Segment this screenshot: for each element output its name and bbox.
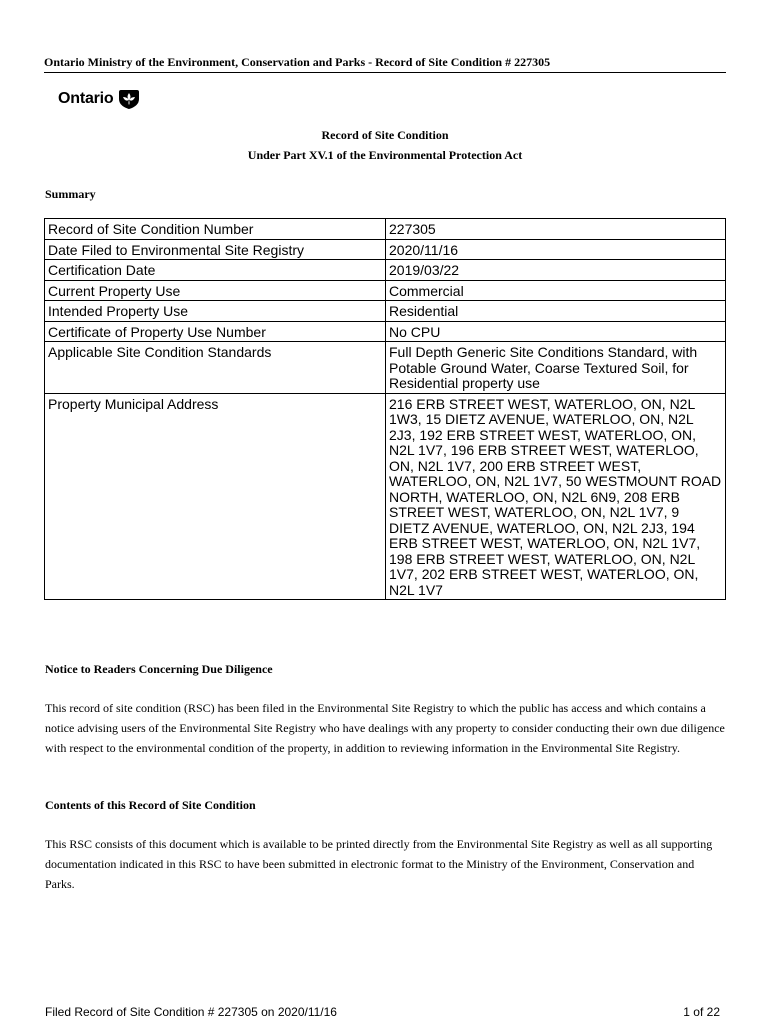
table-row [45,280,726,301]
field-label: Applicable Site Condition Standards [45,342,386,394]
table-row [45,301,726,322]
field-label: Intended Property Use [45,301,386,322]
page-number: 1 of 22 [683,1005,720,1019]
table-row [45,393,726,600]
field-value: Commercial [386,280,726,301]
footer-filed-note: Filed Record of Site Condition # 227305 on 2020/11/16 [45,1005,337,1019]
field-value: 2020/11/16 [386,239,726,260]
ontario-wordmark: Ontario [58,90,114,107]
notice-paragraph: This record of site condition (RSC) has been filed in the Environmental Site Registry to which the public has access and which contains a notice advising users of the Environmental Site Registry who have dealings with any property to consider conducting their own due diligence with respect to the environmental condition of the property, in addition to reviewing information in the Environmental Site Registry. [45,701,725,755]
page-header: Ontario Ministry of the Environment, Conservation and Parks - Record of Site Condition # 227305 [44,55,726,73]
table-row [45,239,726,260]
summary-table [44,218,726,600]
notice-heading: Notice to Readers Concerning Due Diligence [45,662,273,676]
field-value: Full Depth Generic Site Conditions Standard, with Potable Ground Water, Coarse Textured Soil, for Residential property use [386,342,726,394]
field-label: Property Municipal Address [45,393,386,600]
ontario-logo [58,87,140,111]
field-label: Date Filed to Environmental Site Registry [45,239,386,260]
trillium-icon [118,88,140,110]
field-value: 2019/03/22 [386,260,726,281]
field-label: Certificate of Property Use Number [45,321,386,342]
field-value: Residential [386,301,726,322]
document-subtitle: Under Part XV.1 of the Environmental Protection Act [247,148,523,162]
field-label: Current Property Use [45,280,386,301]
field-label: Record of Site Condition Number [45,219,386,240]
table-row [45,321,726,342]
field-value: 216 ERB STREET WEST, WATERLOO, ON, N2L 1W3, 15 DIETZ AVENUE, WATERLOO, ON, N2L 2J3, 192 ERB STREET WEST, WATERLOO, ON, N2L 1V7, 196 ERB STREET WEST, WATERLOO, ON, N2L 1V7, 200 ERB STREET WEST, WATERLOO, ON, N2L 1V7, 50 WESTMOUNT ROAD NORTH, WATERLOO, ON, N2L 6N9, 208 ERB STREET WEST, WATERLOO, ON, N2L 1V7, 9 DIETZ AVENUE, WATERLOO, ON, N2L 2J3, 194 ERB STREET WEST, WATERLOO, ON, N2L 1V7, 198 ERB STREET WEST, WATERLOO, ON, N2L 1V7, 202 ERB STREET WEST, WATERLOO, ON, N2L 1V7 [386,393,726,600]
table-row [45,260,726,281]
table-row [45,342,726,394]
field-label: Certification Date [45,260,386,281]
document-title: Record of Site Condition [321,128,449,142]
field-value: 227305 [386,219,726,240]
field-value: No CPU [386,321,726,342]
contents-paragraph: This RSC consists of this document which is available to be printed directly from the Environmental Site Registry as well as all supporting documentation indicated in this RSC to have been submitted in electronic format to the Ministry of the Environment, Conservation and Parks. [45,837,713,891]
summary-heading: Summary [45,187,96,201]
table-row [45,219,726,240]
contents-heading: Contents of this Record of Site Condition [45,798,256,812]
